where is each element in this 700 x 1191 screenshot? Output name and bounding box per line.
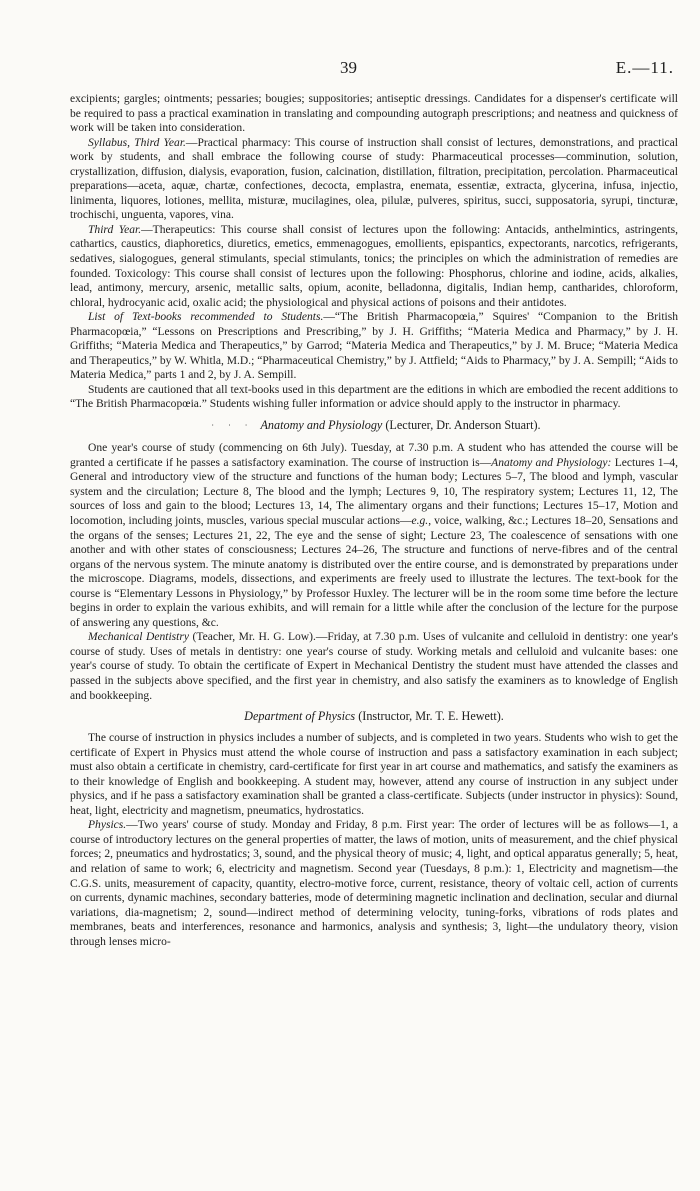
page-header	[70, 58, 678, 92]
heading-dots: · · ·	[211, 421, 254, 431]
paragraph-physics-overview: The course of instruction in physics includes a number of subjects, and is completed in two years. Students who wish to get the certificate of Expert in Physics must attend the whole course of instruction and pass a satisfactory examination in each subject; must also obtain a certificate in chemistry, card-certificate for first year in art course and mathematics, and satisfy the examiners as to their knowledge of English and bookkeeping. A student may, however, attend any course of instruction in any subject under physics, and if he pass a satisfactory examination shall be granted a class-certificate. Subjects (under instructor in physics): Sound, heat, light, electricity and magnetism, pneumatics, hydrostatics.	[70, 732, 678, 817]
physics-heading-title: Department of Physics	[244, 709, 356, 724]
text-books-text: —“The British Pharmacopœia,” Squires' “Companion to the British Pharmacopœia,” “Lessons on Prescriptions and Prescribing,” by J. H. Griffiths; “Materia Medica and Pharmacy,” by J. H. Griffiths; “Materia Medica and Therapeutics,” by Garrod; “Materia Medica and Therapeutics,” by J. M. Bruce; “Materia Medica and Therapeutics,” by W. Whitla, M.D.; “Pharmaceutical Chemistry,” by J. Attfield; “Aids to Pharmacy,” by J. A. Sempill; “Aids to Materia Medica,” parts 1 and 2, by J. A. Sempill.	[70, 311, 679, 382]
anatomy-eg: e.g.	[411, 514, 429, 527]
paragraph-text-books	[70, 310, 678, 383]
dentistry-text: (Teacher, Mr. H. G. Low).—Friday, at 7.30 p.m. Uses of vulcanite and celluloid in dentistry: one year's course of study. Uses of metals in dentistry: one year's course of study. Working metals and celluloid and vulcanite bases: one year's course of study. To obtain the certificate of Expert in Mechanical Dentistry the student must have attended the classes and passed in the subjects above specified, and the first year in chemistry, and also satisfy the examiners as to knowledge of English and bookkeeping.	[70, 631, 678, 702]
page-number: 39	[340, 58, 357, 77]
physics-heading-subtitle: (Instructor, Mr. T. E. Hewett).	[358, 709, 504, 724]
syllabus-text: —Practical pharmacy: This course of instruction shall consist of lectures, demonstrations, and practical work by students, and shall embrace the following course of study: Pharmaceutical processes—comminution, solution, crystallization, diffusion, dialysis, evaporation, fusion, calcination, distillation, filtration, precipitation, percolation. Pharmaceutical preparations—aceta, aquæ, chartæ, confectiones, decocta, emplastra, enemata, essentiæ, extracta, glycerina, infusa, injectio, linimenta, liquores, lotiones, mellita, misturæ, mucilagines, olea, pilulæ, pulveres, spiritus, succi, supposatoria, syrupi, tincturæ, trochischi, unguenta, vapores, vina.	[70, 136, 678, 222]
paragraph-excipients: excipients; gargles; ointments; pessaries; bougies; suppositories; antiseptic dressings. Candidates for a dispenser's certificate will be required to pass a practical examination in translating and compounding autograph prescriptions; and neatness and quickness of work will be taken into consideration.	[70, 93, 678, 135]
anatomy-text-after: Lectures 1–4, General and introductory view of the structure and functions of the human body; Lectures 5–7, The blood and lymph, vascular system and the circulation; Lecture 8, The blood and the lymph; Lectures 9, 10, The respiratory system; Lectures 11, 12, The sources of loss and gain to the blood; Lectures 13, 14, The alimentary organs and their functions; Lectures 15–17, Motion and locomotion, including joints, muscles, various special muscular actions—	[70, 456, 679, 527]
text-books-lead: List of Text-books recommended to Students.	[88, 311, 324, 324]
anatomy-heading-subtitle: (Lecturer, Dr. Anderson Stuart).	[385, 418, 541, 433]
anatomy-inline-title: Anatomy and Physiology:	[491, 456, 612, 469]
paragraph-therapeutics	[70, 223, 678, 310]
physics-lead: Physics.	[88, 819, 127, 832]
syllabus-lead: Syllabus, Third Year.	[88, 136, 186, 149]
physics-text: —Two years' course of study. Monday and Friday, 8 p.m. First year: The order of lectures will be as follows—1, a course of introductory lectures on the general properties of matter, the laws of motion, units of measurement, and the chief physical forces; 2, pneumatics and hydrostatics; 3, sound, and the physical theory of music; 4, light, and optical apparatus generally; 5, heat, and relation of same to work; 6, electricity and magnetism. Second year (Tuesdays, 8 p.m.): 1, Electricity and magnetism—the C.G.S. units, measurement of capacity, quantity, electro-motive force, current, resistance, theory of voltaic cell, action of currents on currents, dynamic machines, secondary batteries, mode of determining magnetic inclination and declination, secular and diurnal variations, dia-magnetism; 2, sound—indirect method of determining velocity, tuning-forks, vibrations of rods plates and membranes, beats and interferences, resonance and harmonics, analysis and synthesis; 3, light—the undulatory theory, vision through lenses micro-	[70, 819, 678, 948]
paragraph-mechanical-dentistry	[70, 630, 678, 703]
anatomy-heading-title: Anatomy and Physiology	[260, 418, 383, 433]
dentistry-lead: Mechanical Dentistry	[88, 631, 189, 644]
section-heading-anatomy	[70, 418, 678, 433]
section-heading-physics	[70, 709, 678, 723]
paragraph-syllabus-third-year	[70, 136, 678, 223]
document-reference: E.—11.	[615, 58, 674, 77]
therapeutics-lead: Third Year.	[88, 223, 142, 236]
paragraph-students-cautioned: Students are cautioned that all text-books used in this department are the editions in which are embodied the recent additions to “The British Pharmacopœia.” Students wishing fuller information or advice should apply to the instructor in pharmacy.	[70, 383, 678, 411]
anatomy-text-before: One year's course of study (commencing on 6th July). Tuesday, at 7.30 p.m. A student who has attended the course will be granted a certificate if he passes a satisfactory examination. The course of instruction is—	[70, 442, 678, 469]
therapeutics-text: —Therapeutics: This course shall consist of lectures upon the following: Antacids, anthelmintics, astringents, cathartics, caustics, diaphoretics, diuretics, emetics, emmenagogues, emollients, epispantics, expectorants, narcotics, refrigerants, sedatives, sialogogues, general stimulants, special stimulants, tonics; the principles on which the administration of remedies are founded. Toxicology: This course shall consist of lectures upon the following: Phosphorus, chlorine and iodine, acids, alkalies, lead, antimony, mercury, arsenic, metallic salts, opium, aconite, belladonna, digitalis, Indian hemp, cantharides, chloroform, chloral, hydrocyanic acid, oxalic acid; the physiological and physical actions of poisons and their antidotes.	[70, 223, 678, 309]
anatomy-text-after-2: , voice, walking, &c.; Lectures 18–20, Sensations and the organs of the senses; Lectures 21, 22, The eye and the sense of sight; Lecture 23, The coalescence of sensations with one another and with other states of consciousness; Lectures 24–26, The structure and functions of nerve-fibres and of the central organs of the nervous system. The minute anatomy is distributed over the entire course, and is demonstrated by preparations under the microscope. Diagrams, models, dissections, and experiments are freely used to illustrate the lectures. The text-book for the course is “Elementary Lessons in Physiology,” by Professor Huxley. The lecturer will be in the room some time before the lecture begins in order to explain the various exhibits, and will remain for a little while after the conclusion of the lecture for the purpose of answering any questions, &c.	[70, 514, 678, 629]
paragraph-physics-course	[70, 818, 678, 949]
paragraph-anatomy-course	[70, 441, 678, 630]
